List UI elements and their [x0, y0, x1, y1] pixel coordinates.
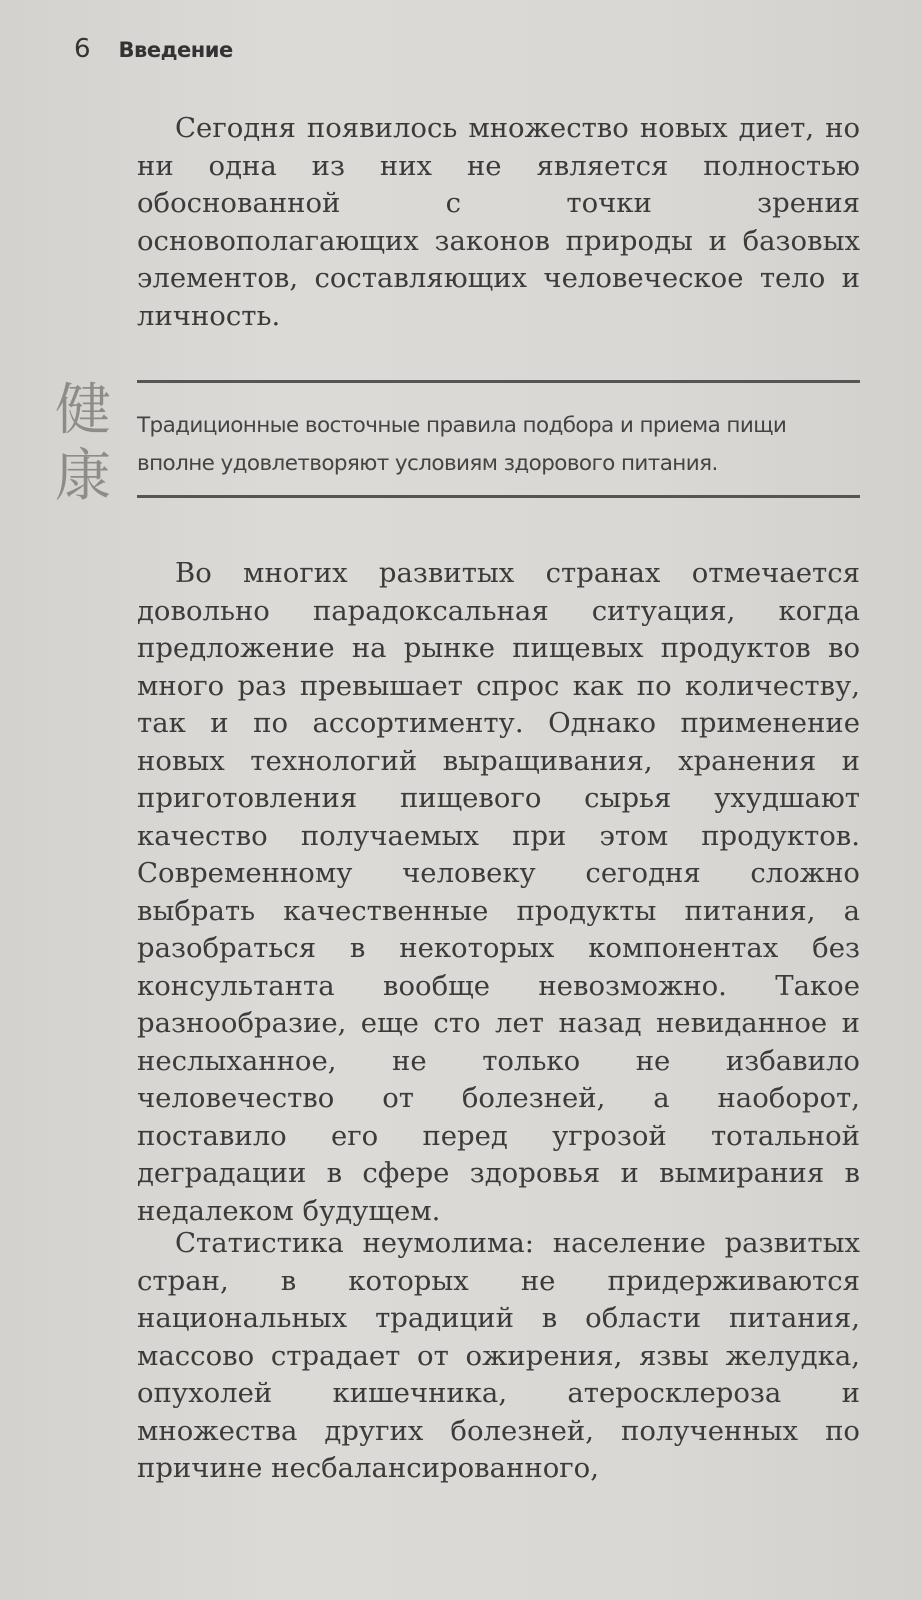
page-number: 6: [74, 34, 91, 64]
calligraphy-glyph-2: 康: [55, 444, 111, 509]
callout-bottom-rule: [137, 495, 860, 498]
callout-text: Традиционные восточные правила подбора и приема пищи вполне удовлетворяют условиям здорового питания.: [137, 413, 787, 476]
section-title: Введение: [118, 38, 233, 62]
body-paragraph-3: Статистика неумолима: население развитых стран, в которых не придерживаются национальных традиций в области питания, массово страдает от ожирения, язвы желудка, опухолей кишечника, атеросклероза и множества других болезней, полученных по причине несбалансированного,: [137, 1227, 860, 1484]
callout-top-rule: [137, 380, 860, 383]
running-header: [74, 34, 233, 64]
decorative-calligraphy: [48, 378, 118, 510]
body-paragraph-1: Сегодня появилось множество новых диет, но ни одна из них не является полностью обоснованной с точки зрения основополагающих законов природы и базовых элементов, составляющих человеческое тело и личность.: [137, 112, 860, 332]
body-paragraph-2: Во многих развитых странах отмечается довольно парадоксальная ситуация, когда предложение на рынке пищевых продуктов во много раз превышает спрос как по количеству, так и по ассортименту. Однако применение новых технологий выращивания, хранения и приготовления пищевого сырья ухудшают качество получаемых при этом продуктов. Современному человеку сегодня сложно выбрать качественные продукты питания, а разобраться в некоторых компонентах без консультанта вообще невозможно. Такое разнообразие, еще сто лет назад невиданное и неслыханное, не только не избавило человечество от болезней, а наоборот, поставило его перед угрозой тотальной деградации в сфере здоровья и вымирания в недалеком будущем.: [137, 557, 860, 1227]
calligraphy-glyph-1: 健: [55, 378, 111, 443]
